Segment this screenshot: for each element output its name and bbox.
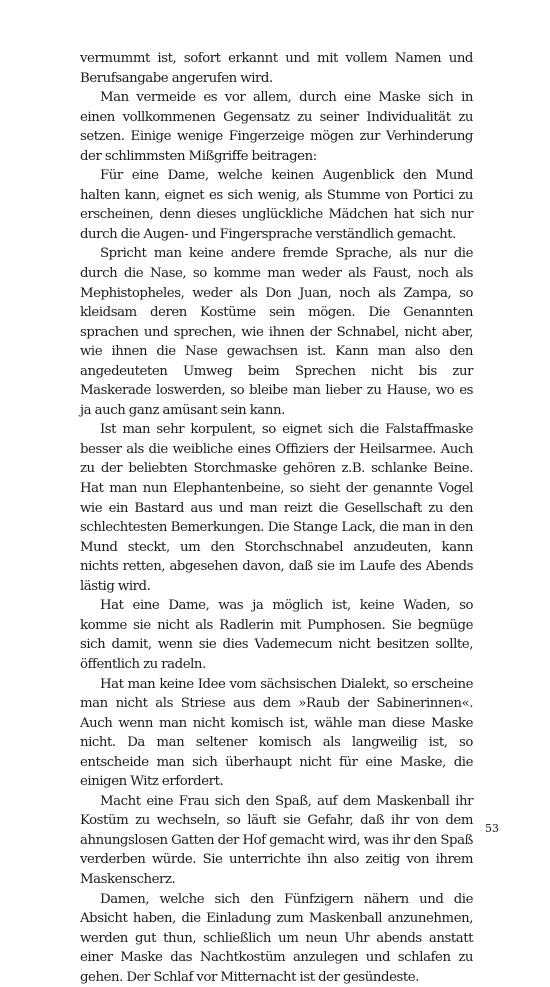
body-text bbox=[80, 49, 473, 987]
paragraph: Spricht man keine andere fremde Sprache, als nur die durch die Nase, so komme man weder als Faust, noch als Mephistopheles, weder als Don Juan, noch als Zampa, so kleidsam deren Kostüme sein mögen. Die Genannten sprachen und sprechen, wie ihnen der Schnabel, nicht aber, wie ihnen die Nase gewachsen ist. Kann man also den angedeuteten Umweg beim Sprechen nicht bis zur Maskerade loswerden, so bleibe man lieber zu Hause, wo es ja auch ganz amüsant sein kann. bbox=[80, 246, 473, 418]
paragraph: Man vermeide es vor allem, durch eine Maske sich in einen vollkommenen Gegensatz zu seiner Individualität zu setzen. Einige wenige Fingerzeige mögen zur Verhinderung der schlimmsten Mißgriffe beitragen: bbox=[80, 90, 473, 164]
page-number: 53 bbox=[485, 822, 499, 835]
paragraph: Ist man sehr korpulent, so eignet sich die Falstaffmaske besser als die weibliche eines Offiziers der Heilsarmee. Auch zu der beliebten Storchmaske gehören z.B. schlanke Beine. Hat man nun Elephantenbeine, so sieht der genannte Vogel wie ein Bastard aus und man reizt die Gesellschaft zu den schlechtesten Bemerkungen. Die Stange Lack, die man in den Mund steckt, um den Storchschnabel anzudeuten, kann nichts retten, abgesehen davon, daß sie im Laufe des Abends lästig wird. bbox=[80, 422, 473, 594]
paragraph: Hat man keine Idee vom sächsischen Dialekt, so erscheine man nicht als Striese aus dem »Raub der Sabinerinnen«. Auch wenn man nicht komisch ist, wähle man diese Maske nicht. Da man seltener komisch als langweilig ist, so entscheide man sich überhaupt nicht für eine Maske, die einigen Witz erfordert. bbox=[80, 676, 473, 790]
paragraph: Damen, welche sich den Fünfzigern nähern und die Absicht haben, die Einladung zum Maskenball anzunehmen, werden gut thun, schließlich um neun Uhr abends anstatt einer Maske das Nachtkostüm anzulegen und schlafen zu gehen. Der Schlaf vor Mitternacht ist der gesündeste. bbox=[80, 891, 473, 985]
paragraph-continued: vermummt ist, sofort erkannt und mit vollem Namen und Berufsangabe angerufen wird. bbox=[80, 51, 473, 86]
paragraph: Hat eine Dame, was ja möglich ist, keine Waden, so komme sie nicht als Radlerin mit Pumphosen. Sie begnüge sich damit, wenn sie dies Vademecum nicht besitzen sollte, öffentlich zu radeln. bbox=[80, 598, 473, 672]
paragraph: Macht eine Frau sich den Spaß, auf dem Maskenball ihr Kostüm zu wechseln, so läuft sie Gefahr, daß ihr von dem ahnungslosen Gatten der Hof gemacht wird, was ihr den Spaß verderben würde. Sie unterrichte ihn also zeitig von ihrem Maskenscherz. bbox=[80, 793, 473, 887]
paragraph: Für eine Dame, welche keinen Augenblick den Mund halten kann, eignet es sich wenig, als Stumme von Portici zu erscheinen, denn dieses unglückliche Mädchen hat sich nur durch die Augen- und Fingersprache verständlich gemacht. bbox=[80, 168, 473, 242]
